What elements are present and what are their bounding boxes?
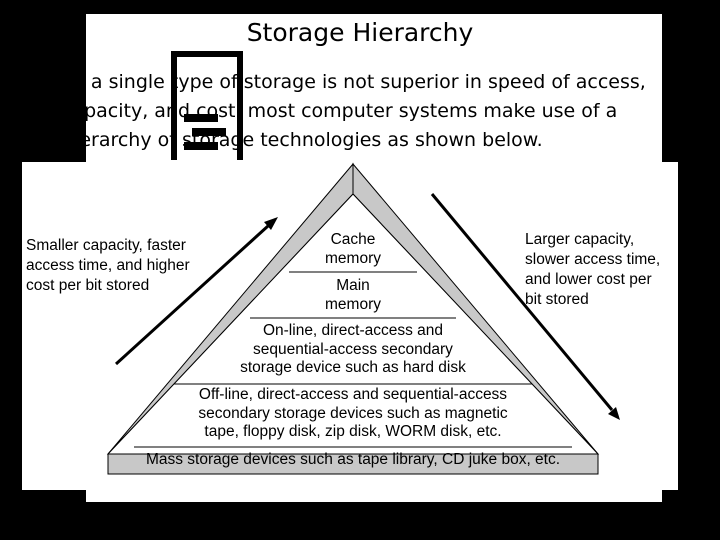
level-text: sequential-access secondary [253,340,453,358]
level-cache [253,231,453,268]
level-text: secondary storage devices such as magnetic [198,404,508,422]
slide-title: Storage Hierarchy [246,18,474,47]
left-note [26,236,190,296]
right-note-line: Larger capacity, [525,231,635,248]
intro-line: hierarchy of storage technologies as shown below. [62,129,543,151]
left-note-line: access time, and higher [26,257,190,274]
intro-paragraph [62,68,682,155]
right-note-line: bit stored [525,291,589,308]
left-note-line: cost per bit stored [26,277,150,294]
level-text: Off-line, direct-access and sequential-access [198,386,508,403]
level-main-memory [253,277,453,314]
left-note-line: Smaller capacity, faster [26,237,186,254]
level-text: Mass storage devices such as tape library, CD juke box, etc. [145,451,561,468]
level-text: Main [336,277,370,294]
storage-hierarchy-diagram [22,162,678,490]
level-text: memory [325,295,381,313]
right-note-line: and lower cost per [525,271,652,288]
intro-line: As a single type of storage is not superior in speed of access, [62,71,646,93]
level-text: On-line, direct-access and [262,322,444,339]
level-offline-storage [153,386,553,442]
right-note [525,230,660,310]
intro-line: capacity, and cost, most computer systems make use of a [62,100,618,122]
level-text: storage device such as hard disk [240,359,466,376]
level-text: tape, floppy disk, zip disk, WORM disk, etc. [204,423,502,440]
level-text: Cache [330,231,376,248]
level-online-storage [203,322,503,378]
level-mass-storage [118,451,588,470]
level-text: memory [325,249,381,267]
right-note-line: slower access time, [525,251,661,268]
